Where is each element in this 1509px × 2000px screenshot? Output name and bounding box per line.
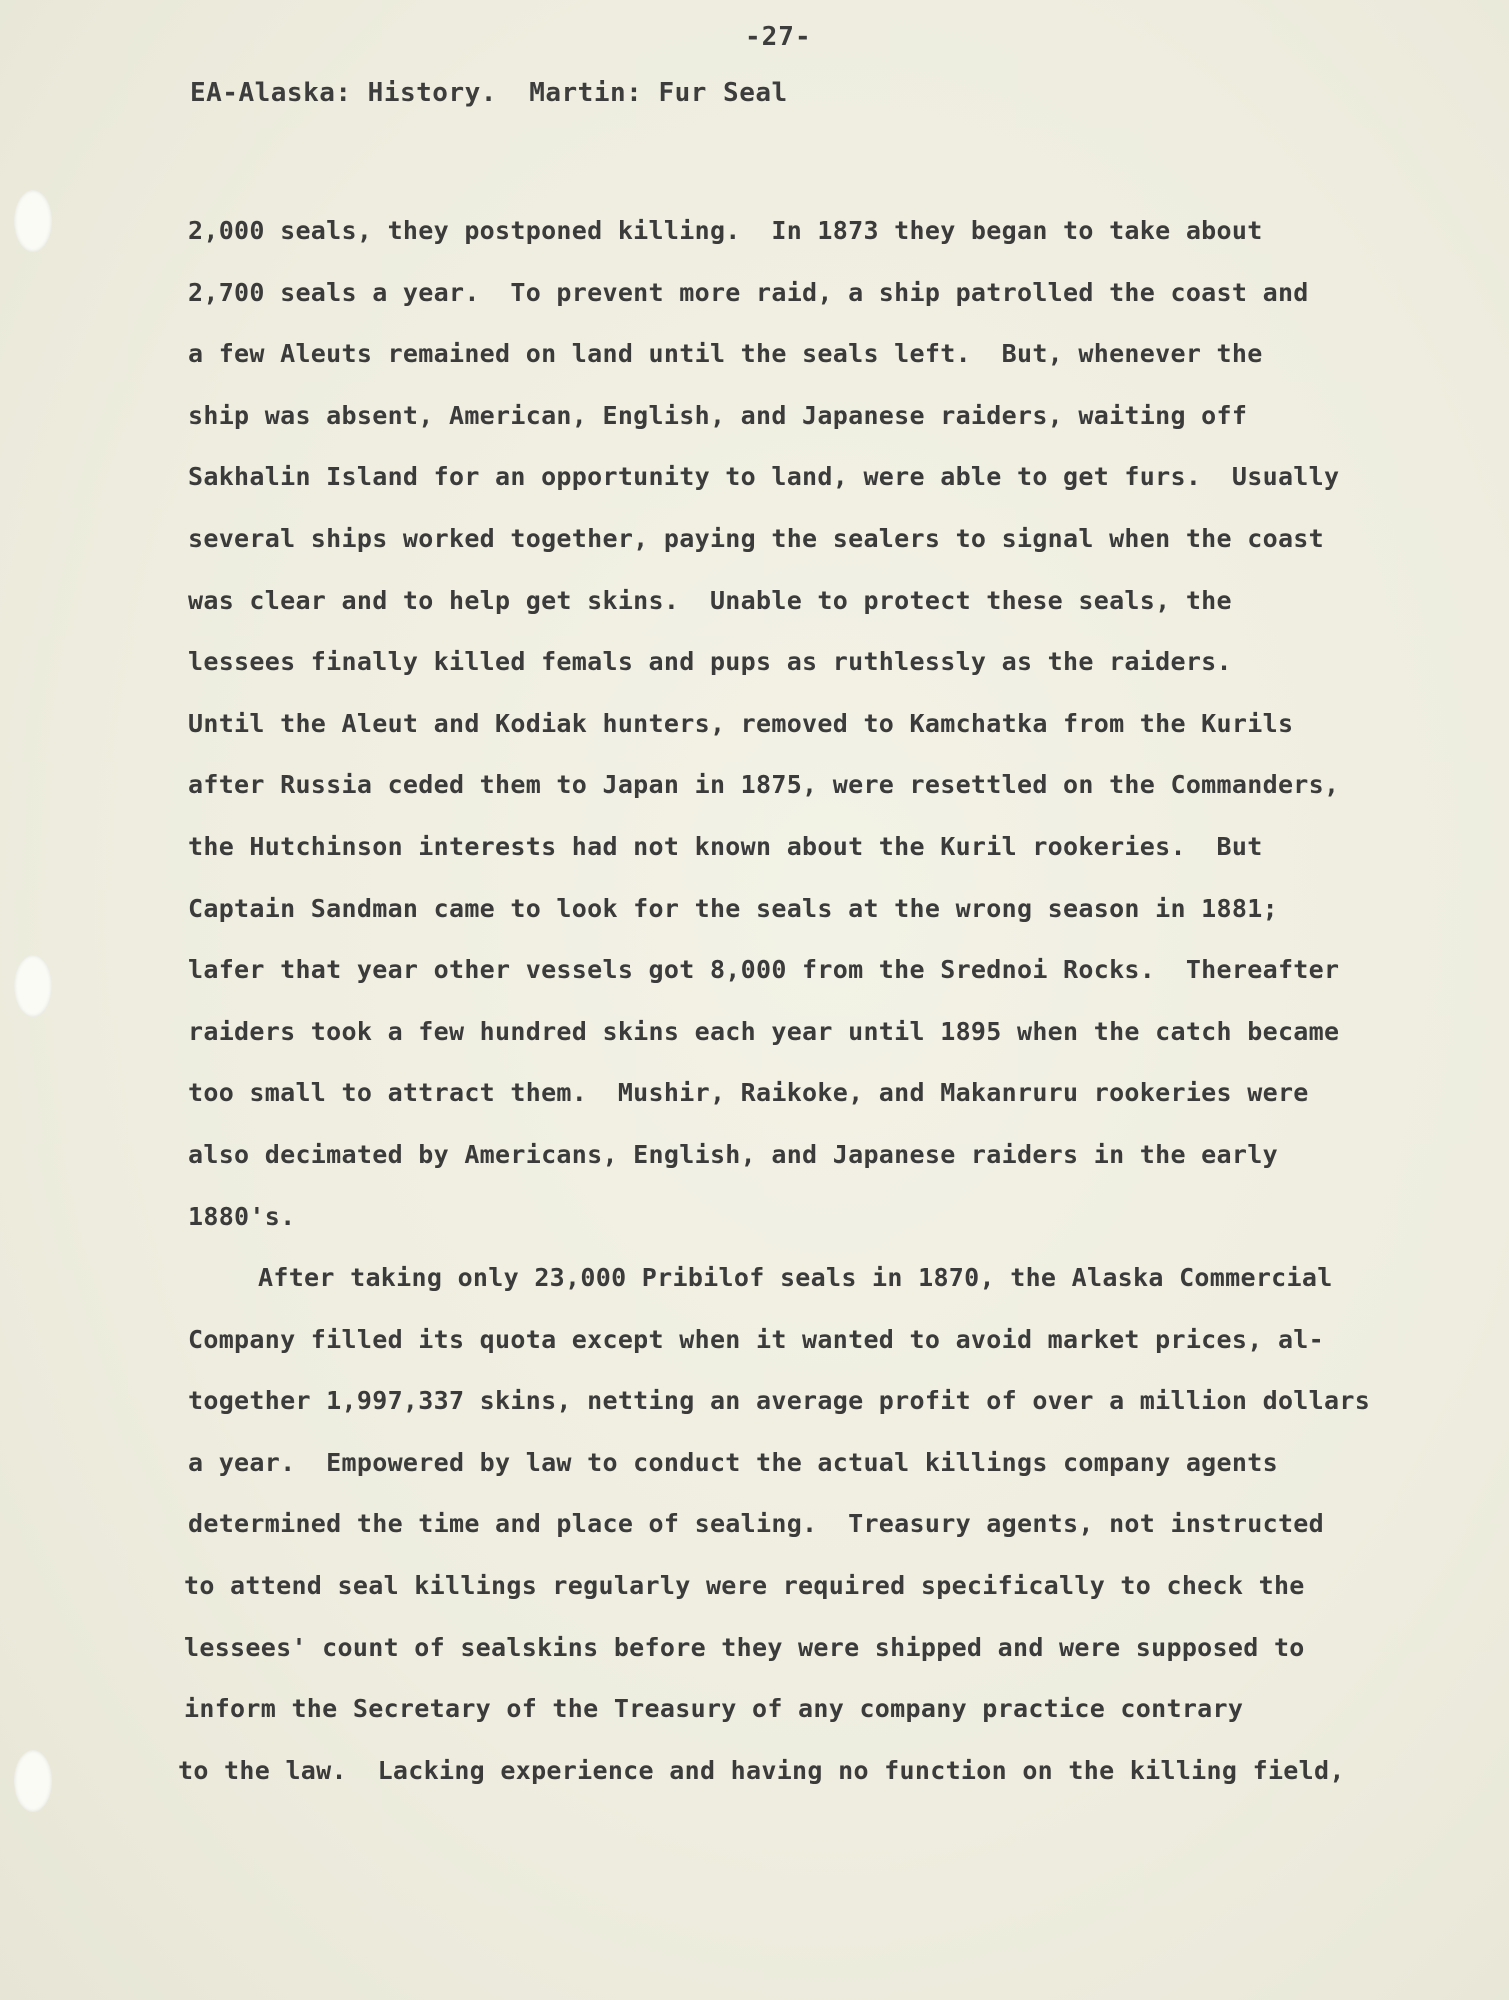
- text-line: a few Aleuts remained on land until the seals left. But, whenever the: [188, 339, 1263, 369]
- text-line: was clear and to help get skins. Unable to protect these seals, the: [188, 585, 1232, 615]
- text-line: after Russia ceded them to Japan in 1875, were resettled on the Commanders,: [188, 770, 1340, 800]
- text-line: also decimated by Americans, English, and Japanese raiders in the early: [188, 1139, 1278, 1169]
- text-line: lessees finally killed femals and pups as ruthlessly as the raiders.: [188, 647, 1232, 677]
- punch-hole: [14, 955, 52, 1017]
- text-line: inform the Secretary of the Treasury of any company practice contrary: [184, 1694, 1244, 1724]
- text-line: to attend seal killings regularly were required specifically to check the: [184, 1571, 1305, 1601]
- punch-hole: [14, 1750, 52, 1812]
- text-line: Until the Aleut and Kodiak hunters, removed to Kamchatka from the Kurils: [188, 708, 1294, 738]
- text-line: lafer that year other vessels got 8,000 from the Srednoi Rocks. Thereafter: [188, 955, 1340, 985]
- text-line: to the law. Lacking experience and having no function on the killing field,: [178, 1755, 1345, 1785]
- text-line: the Hutchinson interests had not known about the Kuril rookeries. But: [188, 831, 1263, 861]
- page-number: -27-: [745, 22, 812, 52]
- text-line: 1880's.: [188, 1201, 296, 1231]
- body-text: [178, 200, 1388, 1801]
- text-line: lessees' count of sealskins before they were shipped and were supposed to: [184, 1632, 1305, 1662]
- punch-hole: [14, 190, 52, 252]
- text-line: together 1,997,337 skins, netting an average profit of over a million dollars: [188, 1386, 1371, 1416]
- text-line: raiders took a few hundred skins each year until 1895 when the catch became: [188, 1016, 1340, 1046]
- text-line: Company filled its quota except when it wanted to avoid market prices, al-: [188, 1324, 1324, 1354]
- running-header: EA-Alaska: History. Martin: Fur Seal: [190, 78, 788, 108]
- text-line: determined the time and place of sealing. Treasury agents, not instructed: [188, 1509, 1324, 1539]
- text-line: 2,000 seals, they postponed killing. In 1873 they began to take about: [188, 216, 1263, 245]
- text-line: Sakhalin Island for an opportunity to land, were able to get furs. Usually: [188, 462, 1340, 492]
- text-line: too small to attract them. Mushir, Raikoke, and Makanruru rookeries were: [188, 1078, 1309, 1108]
- text-line: 2,700 seals a year. To prevent more raid, a ship patrolled the coast and: [188, 277, 1309, 307]
- text-line: ship was absent, American, English, and Japanese raiders, waiting off: [188, 400, 1248, 430]
- text-line: After taking only 23,000 Pribilof seals in 1870, the Alaska Commercial: [258, 1263, 1333, 1293]
- text-line: several ships worked together, paying the sealers to signal when the coast: [188, 523, 1324, 553]
- text-line: a year. Empowered by law to conduct the actual killings company agents: [188, 1447, 1278, 1477]
- text-line: Captain Sandman came to look for the seals at the wrong season in 1881;: [188, 893, 1278, 923]
